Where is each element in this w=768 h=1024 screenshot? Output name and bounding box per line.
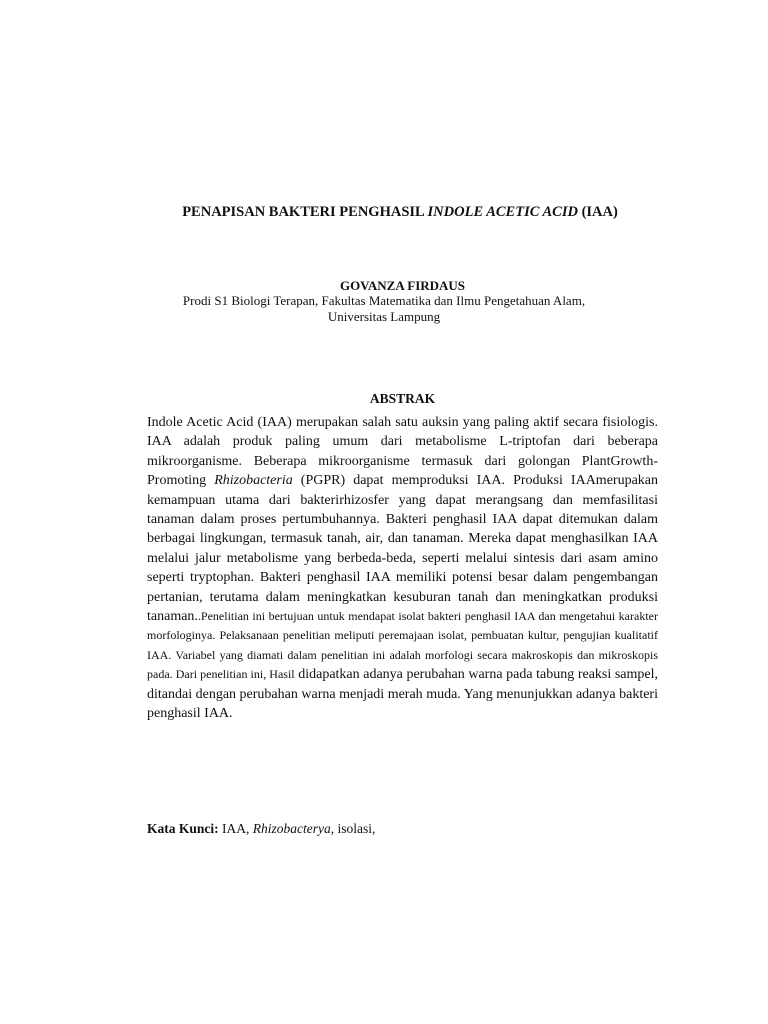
author-name: GOVANZA FIRDAUS <box>339 278 466 293</box>
abstract-heading: ABSTRAK <box>369 391 436 406</box>
title-italic-text: INDOLE ACETIC ACID <box>427 204 578 220</box>
abstract-italic-term: Rhizobacteria <box>214 473 293 489</box>
affiliation-line-2: Universitas Lampung <box>327 308 441 324</box>
keyword-3: , isolasi, <box>330 821 376 836</box>
keyword-1: IAA, <box>218 821 253 836</box>
title-suffix: (IAA) <box>577 204 618 220</box>
abstract-body <box>147 413 658 724</box>
abstract-text-2: (PGPR) dapat memproduksi IAA. Produksi IAAmerupakan kemampuan utama dari bakterirhizosfer yang dapat merangsang dan memfasilitasi tanaman dalam proses pertumbuhannya. Bakteri penghasil IAA dapat ditemukan dalam berbagai lingkungan, termasuk tanah, air, dan tanaman. Mereka dapat menghasilkan IAA melalui jalur metabolisme yang berbeda-beda, seperti melalui sintesis dari asam amino seperti tryptophan. Bakteri penghasil IAA memiliki potensi besar dalam pengembangan pertanian, terutama dalam meningkatkan kesuburan tanah dan meningkatkan produksi tanaman. <box>147 473 658 625</box>
affiliation <box>0 293 768 324</box>
keywords-label: Kata Kunci: <box>147 821 219 836</box>
keyword-2: Rhizobacterya <box>252 821 331 836</box>
abstract-small-text: .Penelitian ini bertujuan untuk mendapat isolat bakteri penghasil IAA dan mengetahui karakter morfologinya. Pelaksanaan penelitian meliputi peremajaan isolat, pembuatan kultur, pengujian kualitatif IAA. Variabel yang diamati dalam penelitian ini adalah morfologi secara makroskopis dan mikroskopis pada. Dari penelitian ini, Hasil <box>147 609 658 682</box>
abstract-text-1: Indole Acetic Acid (IAA) merupakan salah satu auksin yang paling aktif secara fisiologis. IAA adalah produk paling umum dari metabolisme L-triptofan dari beberapa mikroorganisme. Beberapa mikroorganisme termasuk dari golongan PlantGrowth-Promoting <box>147 415 658 489</box>
keywords-line <box>147 821 658 837</box>
affiliation-line-1: Prodi S1 Biologi Terapan, Fakultas Matematika dan Ilmu Pengetahuan Alam, <box>182 293 586 308</box>
title-text: PENAPISAN BAKTERI PENGHASIL <box>182 204 428 220</box>
abstract-text-3: didapatkan adanya perubahan warna pada tabung reaksi sampel, ditandai dengan perubahan warna menjadi merah muda. Yang menunjukkan adanya bakteri penghasil IAA. <box>147 667 658 722</box>
paper-title <box>0 204 768 221</box>
